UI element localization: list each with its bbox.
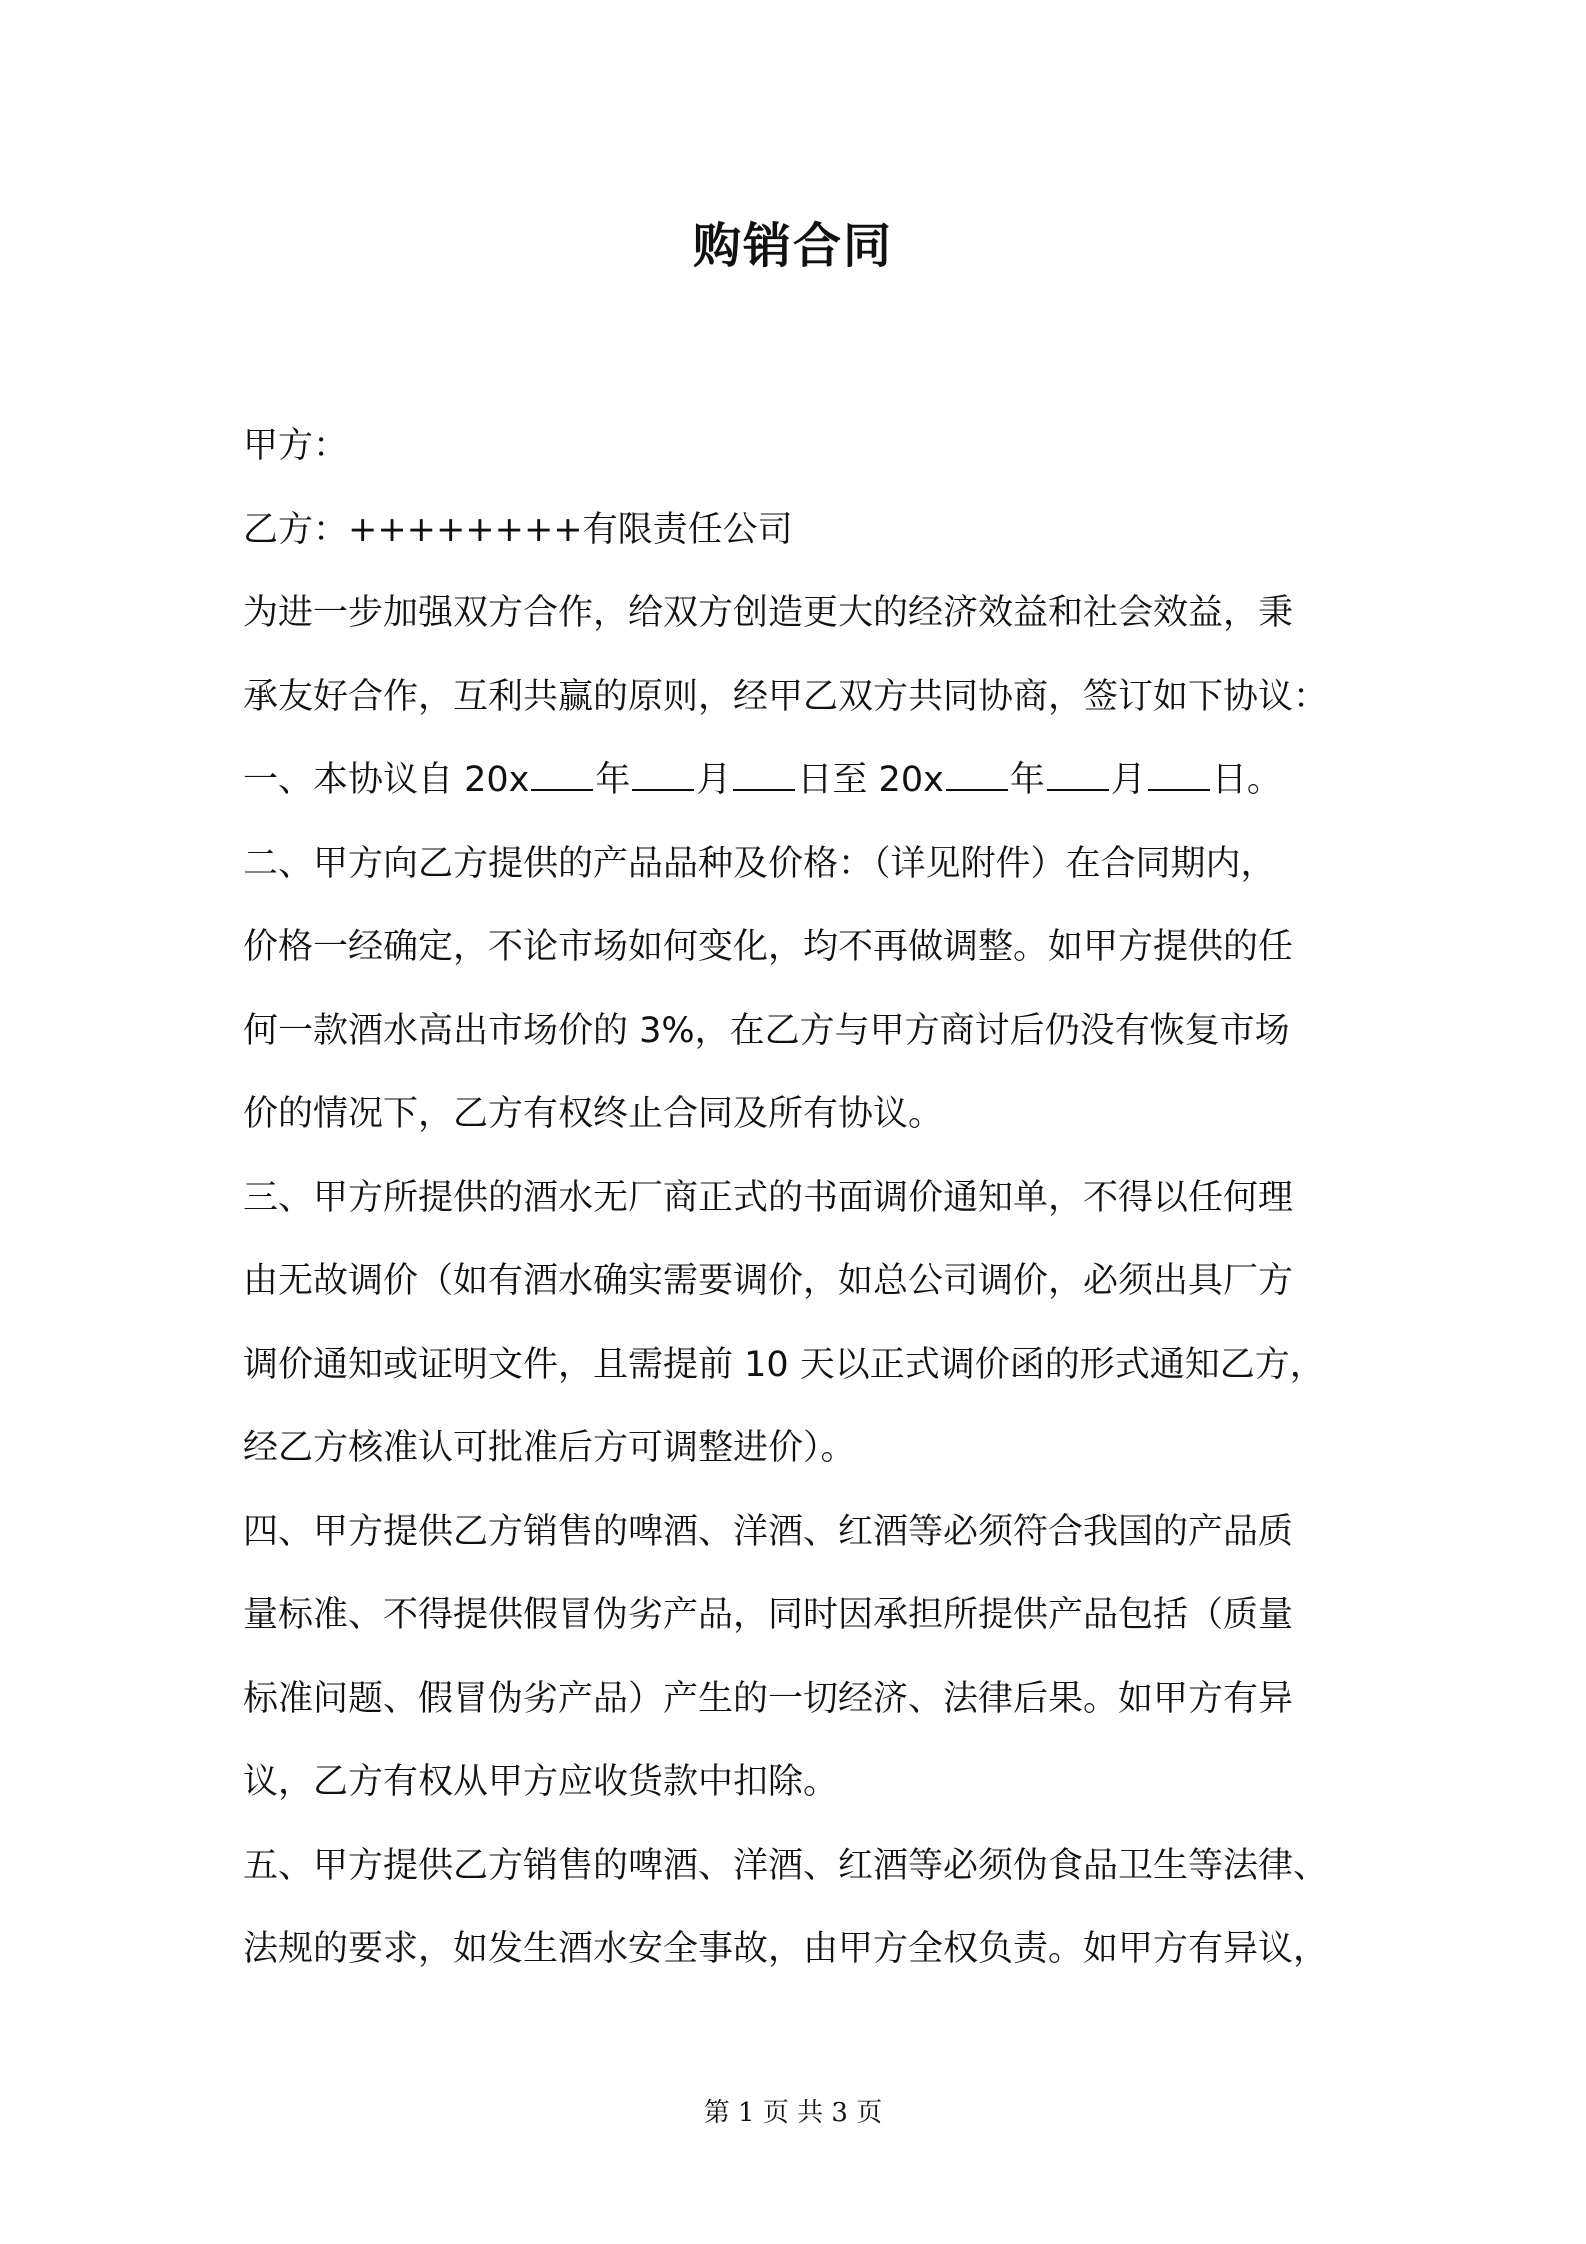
end-month-blank <box>1047 759 1109 791</box>
clause-3-line-1: 三、甲方所提供的酒水无厂商正式的书面调价通知单，不得以任何理 <box>243 1177 1294 1218</box>
clause-2-line-1: 二、甲方向乙方提供的产品品种及价格：（详见附件）在合同期内， <box>243 843 1276 884</box>
clause-4-line-4: 议，乙方有权从甲方应收货款中扣除。 <box>243 1762 839 1802</box>
clause-1-end-year-label: 年 <box>1009 760 1045 800</box>
clause-4-line-1: 四、甲方提供乙方销售的啤酒、洋酒、红酒等必须符合我国的产品质 <box>243 1511 1294 1552</box>
month-blank <box>632 759 694 791</box>
clause-3-line-4: 经乙方核准认可批准后方可调整进价）。 <box>243 1428 856 1468</box>
clause-1-day-to: 日至 20x <box>797 760 944 800</box>
end-year-blank <box>946 759 1008 791</box>
clause-1-month-label: 月 <box>696 760 732 800</box>
clause-2-line-3: 何一款酒水高出市场价的 3%，在乙方与甲方商讨后仍没有恢复市场 <box>243 1010 1290 1051</box>
clause-3-line-2: 由无故调价（如有酒水确实需要调价，如总公司调价，必须出具厂方 <box>243 1261 1294 1301</box>
clause-1-line <box>243 739 1363 823</box>
document-body <box>243 405 1363 1992</box>
clause-2-line-2: 价格一经确定，不论市场如何变化，均不再做调整。如甲方提供的任 <box>243 927 1294 967</box>
day-blank <box>733 759 795 791</box>
clause-1-text-start: 一、本协议自 20x <box>243 760 530 800</box>
clause-1-end-day-label: 日。 <box>1211 760 1282 800</box>
party-a-line: 甲方： <box>243 426 349 466</box>
page-number-footer: 第 1 页 共 3 页 <box>703 2098 883 2128</box>
clause-1-end-month-label: 月 <box>1110 760 1146 800</box>
party-b-line: 乙方：++++++++有限责任公司 <box>243 509 793 550</box>
clause-5-line-2: 法规的要求，如发生酒水安全事故，由甲方全权负责。如甲方有异议， <box>243 1929 1329 1969</box>
document-title: 购销合同 <box>692 218 893 274</box>
year-blank <box>531 759 593 791</box>
clause-5-line-1: 五、甲方提供乙方销售的啤酒、洋酒、红酒等必须伪食品卫生等法律、 <box>243 1845 1329 1886</box>
clause-1-year-label: 年 <box>595 760 631 800</box>
intro-line-1: 为进一步加强双方合作，给双方创造更大的经济效益和社会效益，秉 <box>243 593 1294 633</box>
clause-4-line-3: 标准问题、假冒伪劣产品）产生的一切经济、法律后果。如甲方有异 <box>243 1678 1294 1719</box>
end-day-blank <box>1148 759 1210 791</box>
clause-3-line-3: 调价通知或证明文件，且需提前 10 天以正式调价函的形式通知乙方， <box>243 1344 1325 1385</box>
intro-line-2: 承友好合作，互利共赢的原则，经甲乙双方共同协商，签订如下协议： <box>243 676 1329 717</box>
clause-4-line-2: 量标准、不得提供假冒伪劣产品，同时因承担所提供产品包括（质量 <box>243 1595 1294 1635</box>
clause-2-line-4: 价的情况下，乙方有权终止合同及所有协议。 <box>243 1094 944 1134</box>
